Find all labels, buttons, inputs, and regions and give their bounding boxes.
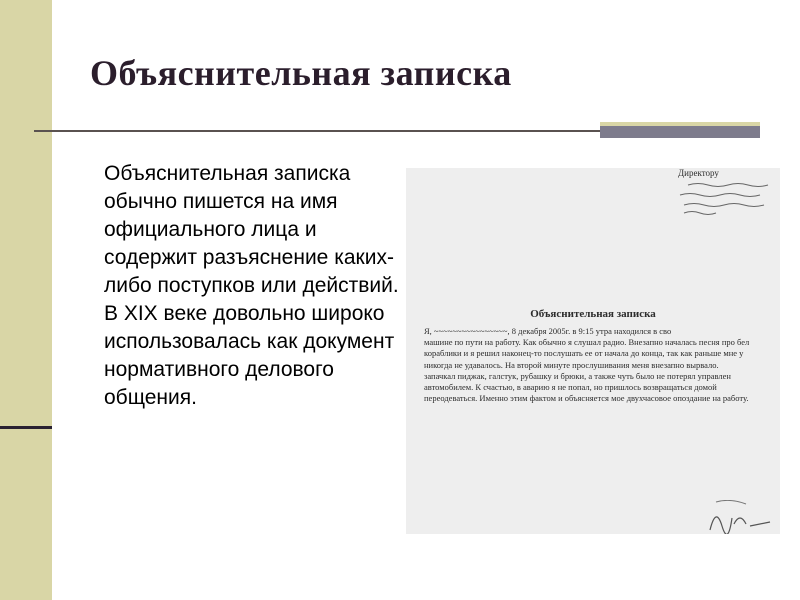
document-line: никогда не удавалось. На второй минуте прослушивания меня внезапно вырвало.	[424, 359, 719, 370]
document-line: переодеваться. Именно этим фактом и объясняется мое двухчасовое опоздание на работу.	[424, 393, 749, 404]
signature-icon	[706, 500, 776, 534]
document-line: запачкал пиджак, галстук, рубашку и брюки, а также чуть было не потерял управлен	[424, 370, 731, 381]
document-line: автомобилем. К счастью, в аварию я не попал, но пришлось возвращаться домой	[424, 382, 717, 393]
slide-body-text: Объяснительная записка обычно пишется на имя официального лица и содержит разъяснение каких-либо поступков или действий. В XIX веке довольно широко использовалась как документ нормативного делового общения.	[104, 162, 399, 409]
document-header	[678, 168, 780, 222]
decorative-left-bar-accent	[0, 426, 52, 429]
decorative-left-bar	[0, 0, 52, 600]
document-line: кораблики и я решил наконец-то послушать ее от начала до конца, так как раньше мне у	[424, 348, 744, 359]
document-title: Объяснительная записка	[530, 308, 656, 320]
title-divider	[34, 130, 600, 132]
document-header-label: Директору	[678, 168, 719, 178]
divider-accent-block	[600, 124, 760, 138]
document-line: Я, ~~~~~~~~~~~~~~~~, 8 декабря 2005г. в 9:15 утра находился в сво	[424, 326, 672, 336]
divider-accent-top	[600, 122, 760, 126]
document-line: машине по пути на работу. Как обычно я слушал радио. Внезапно началась песня про бел	[424, 337, 750, 348]
document-body	[424, 326, 780, 404]
document-header-address	[678, 179, 780, 222]
document-image	[406, 168, 780, 534]
slide-title: Объяснительная записка	[90, 53, 512, 93]
